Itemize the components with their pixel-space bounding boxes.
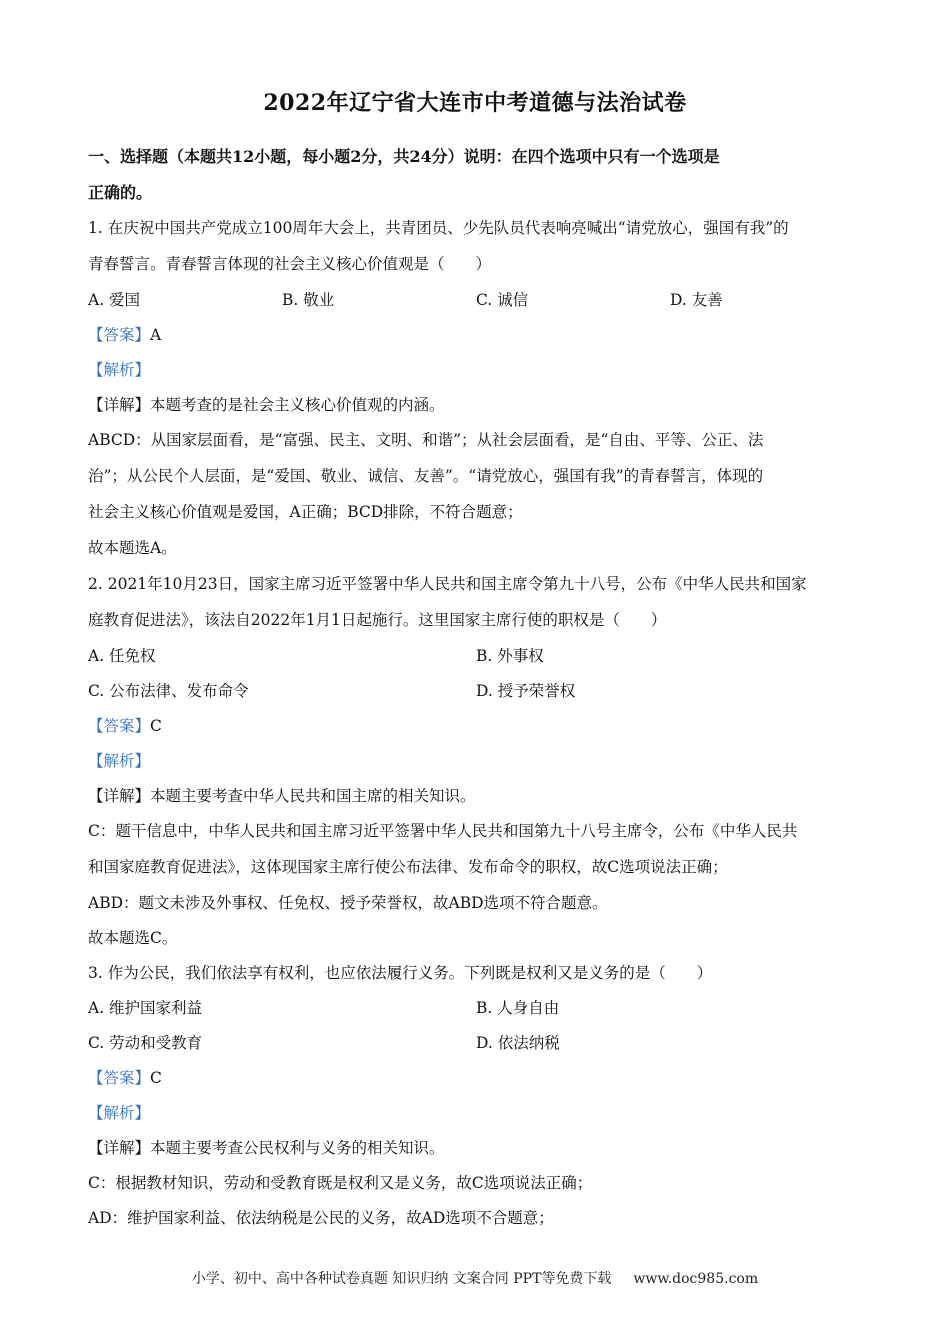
question-1-detail <box>88 393 445 415</box>
question-2-option-c: C. 公布法律、发布命令 <box>88 682 249 700</box>
answer-label: 【答案】 <box>88 717 151 735</box>
section-heading-cont: 正确的。 <box>88 183 153 202</box>
question-2-analysis-label <box>88 749 150 771</box>
question-2-stem-line-2: 庭教育促进法》，该法自2022年1月1日起施行。这里国家主席行使的职权是（ ） <box>88 611 667 629</box>
question-1-stem-line-2: 青春誓言。青春誓言体现的社会主义核心价值观是（ ） <box>88 255 492 273</box>
detail-intro: 本题主要考查公民权利与义务的相关知识。 <box>150 1139 445 1157</box>
question-2-option-d: D. 授予荣誉权 <box>476 682 576 700</box>
analysis-label: 【解析】 <box>88 752 151 770</box>
question-3-stem-line-1: 3. 作为公民，我们依法享有权利，也应依法履行义务。下列既是权利又是义务的是（ ） <box>88 964 713 982</box>
footer-url-link[interactable]: www.doc985.com <box>633 1271 759 1287</box>
question-1-option-a: A. 爱国 <box>88 291 141 309</box>
answer-value: C <box>150 717 162 735</box>
section-heading: 一、选择题（本题共12小题，每小题2分，共24分）说明：在四个选项中只有一个选项是 <box>88 147 720 166</box>
answer-value: C <box>150 1069 162 1087</box>
question-3-option-c: C. 劳动和受教育 <box>88 1034 203 1052</box>
question-2-conclusion: 故本题选C。 <box>88 929 178 947</box>
question-3-option-d: D. 依法纳税 <box>476 1034 560 1052</box>
analysis-label: 【解析】 <box>88 361 151 379</box>
question-2-stem-line-1: 2. 2021年10月23日，国家主席习近平签署中华人民共和国主席令第九十八号，公布《中华人民共和国家 <box>88 575 807 593</box>
question-3-option-a: A. 维护国家利益 <box>88 999 203 1017</box>
footer-text: 小学、初中、高中各种试卷真题 知识归纳 文案合同 PPT等免费下载 <box>191 1271 612 1287</box>
detail-label: 【详解】 <box>88 787 151 805</box>
page-title: 2022年辽宁省大连市中考道德与法治试卷 <box>263 90 687 116</box>
answer-label: 【答案】 <box>88 1069 151 1087</box>
question-1-option-b: B. 敬业 <box>282 291 335 309</box>
analysis-label: 【解析】 <box>88 1104 151 1122</box>
question-1-analysis-label <box>88 358 150 380</box>
question-1-explanation-line: 社会主义核心价值观是爱国，A正确；BCD排除，不符合题意； <box>88 503 523 521</box>
detail-intro: 本题考查的是社会主义核心价值观的内涵。 <box>150 396 445 414</box>
question-2-explanation-line: ABD：题文未涉及外事权、任免权、授予荣誉权，故ABD选项不符合题意。 <box>88 894 608 912</box>
question-2-detail <box>88 784 476 806</box>
question-2-answer <box>88 714 162 736</box>
question-3-detail <box>88 1136 445 1158</box>
question-3-option-b: B. 人身自由 <box>476 999 560 1017</box>
question-3-explanation-line: C：根据教材知识，劳动和受教育既是权利又是义务，故C选项说法正确； <box>88 1174 593 1192</box>
question-1-stem-line-1: 1. 在庆祝中国共产党成立100周年大会上，共青团员、少先队员代表响亮喊出“请党放心，强国有我”的 <box>88 219 789 237</box>
detail-label: 【详解】 <box>88 396 151 414</box>
question-2-explanation-line: 和国家庭教育促进法》，这体现国家主席行使公布法律、发布命令的职权，故C选项说法正确； <box>88 858 728 876</box>
question-1-explanation-line: 治”；从公民个人层面，是“爱国、敬业、诚信、友善”。“请党放心，强国有我”的青春誓言，体现的 <box>88 467 764 485</box>
detail-intro: 本题主要考查中华人民共和国主席的相关知识。 <box>150 787 476 805</box>
page-footer <box>0 1268 950 1288</box>
question-1-option-d: D. 友善 <box>670 291 723 309</box>
answer-label: 【答案】 <box>88 326 151 344</box>
question-1-answer <box>88 323 161 345</box>
question-3-explanation-line: AD：维护国家利益、依法纳税是公民的义务，故AD选项不合题意； <box>88 1209 554 1227</box>
question-1-explanation-line: ABCD：从国家层面看，是“富强、民主、文明、和谐”；从社会层面看，是“自由、平等、公正、法 <box>88 431 764 449</box>
question-1-conclusion: 故本题选A。 <box>88 539 177 557</box>
question-2-option-b: B. 外事权 <box>476 647 544 665</box>
answer-value: A <box>150 326 162 344</box>
question-3-analysis-label <box>88 1101 150 1123</box>
question-3-answer <box>88 1066 162 1088</box>
question-2-option-a: A. 任免权 <box>88 647 156 665</box>
question-2-explanation-line: C：题干信息中，中华人民共和国主席习近平签署中华人民共和国第九十八号主席令，公布《中华人民共 <box>88 822 798 840</box>
detail-label: 【详解】 <box>88 1139 151 1157</box>
question-1-option-c: C. 诚信 <box>476 291 529 309</box>
